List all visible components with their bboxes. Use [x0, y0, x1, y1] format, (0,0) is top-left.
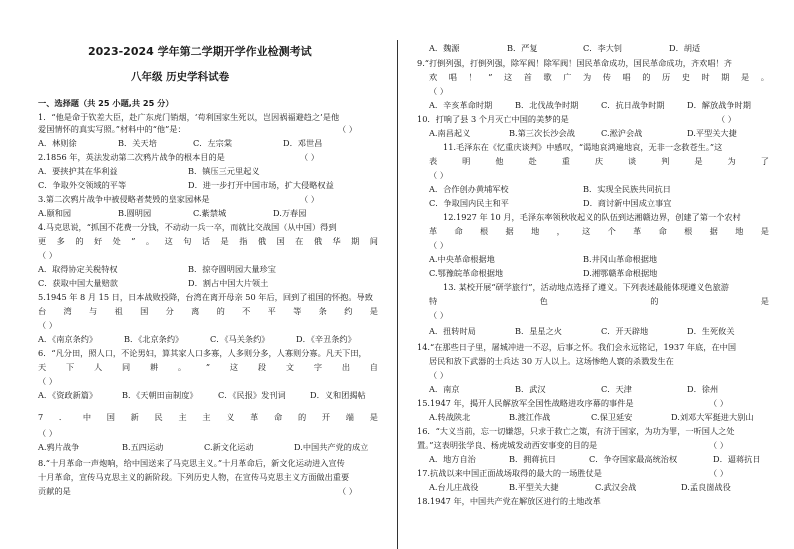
question-7-line-1: 7 ． 中 国 新 民 主 主 义 革 命 的 开 端 是	[38, 412, 378, 422]
option: B．掠夺圆明园大量珍宝	[188, 264, 276, 274]
option: C．获取中国大量赔款	[38, 278, 118, 288]
option: D．逼蒋抗日	[713, 454, 761, 464]
question-3-options	[38, 208, 306, 219]
option: D．割占中国大片领土	[188, 278, 269, 288]
answer-blank: （ ）	[38, 376, 57, 386]
option: B.第三次长沙会战	[509, 128, 575, 138]
answer-blank: （ ）	[338, 124, 357, 134]
right-column	[397, 0, 794, 549]
option: D．邓世昌	[283, 138, 323, 148]
option: B．《北京条约》	[124, 334, 184, 344]
answer-blank: （ ）	[429, 86, 448, 96]
option: C.保卫延安	[591, 412, 633, 422]
option: A．《资政新篇》	[38, 390, 98, 400]
option: D.万春园	[273, 208, 307, 218]
answer-blank: （ ）	[38, 428, 57, 438]
question-14-line-1: 14.“在那些日子里，屠城冲进一不忍，后事之怀。我们会永远铭记，1937 年底，在中国	[417, 342, 737, 352]
answer-blank: （ ）	[429, 370, 448, 380]
question-16-line-1: 16．“大义当前，忘一切嫌怨，只求于救亡之策，有济于国家，为功为罪，一听国人之处	[417, 426, 735, 436]
question-12-line-2: 革 命 根 据 地 ， 这 个 革 命 根 据 地 是	[429, 226, 769, 236]
option: D.湘鄂赣革命根据地	[583, 268, 658, 278]
answer-blank: （ ）	[300, 152, 319, 162]
answer-blank: （ ）	[709, 440, 728, 450]
question-14-options	[429, 384, 718, 395]
question-3-line-1: 3.第二次鸦片战争中被侵略者焚毁的皇家园林是	[38, 194, 210, 204]
option: C．李大钊	[583, 43, 623, 53]
option: C.鄂豫皖革命根据地	[429, 268, 504, 278]
answer-blank: （ ）	[429, 240, 448, 250]
option: D．徐州	[687, 384, 719, 394]
question-4-line-1: 4.马克思说，“抓国不花费一分钱，不动动一兵一卒，而就比交战国（从中国）得到	[38, 222, 337, 232]
question-18-line-1: 18.1947 年，中国共产党在解放区进行的土地改革	[417, 496, 601, 506]
option: B．北伐战争时期	[515, 100, 579, 110]
option: C．抗日战争时期	[601, 100, 665, 110]
exam-title: 2023-2024 学年第二学期开学作业检测考试	[88, 45, 312, 58]
option: A．魏源	[429, 43, 460, 53]
option: A．辛亥革命时期	[429, 100, 493, 110]
option: B．拥蒋抗日	[509, 454, 556, 464]
question-9-line-1: 9.“打倒列强，打倒列强，除军阀！除军阀！国民革命成功，国民革命成功，齐欢唱！齐	[417, 58, 732, 68]
question-10-options	[429, 128, 737, 139]
question-10-line-1: 10．打响了县 3 个月灭亡中国的美梦的是	[417, 114, 569, 124]
answer-blank: （ ）	[717, 114, 736, 124]
option: D．商讨新中国成立事宜	[583, 198, 672, 208]
option: D.刘邓大军挺进大别山	[671, 412, 754, 422]
question-1-options	[38, 138, 322, 149]
option: C.淞沪会战	[601, 128, 643, 138]
option: B．《天朝田亩制度》	[122, 390, 198, 400]
answer-blank: （ ）	[338, 486, 357, 496]
question-9-options	[429, 100, 751, 111]
option: C.新文化运动	[204, 442, 254, 452]
option: C．天津	[601, 384, 632, 394]
option: D.孟良崮战役	[681, 482, 731, 492]
question-13-options	[429, 326, 735, 337]
question-1-line-2: 爱国情怀的真实写照。”材料中的“他”是：	[38, 124, 186, 134]
option: C．《民报》发刊词	[218, 390, 286, 400]
option: C．《马关条约》	[210, 334, 270, 344]
question-7-options	[38, 442, 368, 453]
option: A.中央革命根据地	[429, 254, 495, 264]
option: D.平型关大捷	[687, 128, 737, 138]
question-6-line-1: 6．“凡分田，照人口，不论男妇，算其家人口多寡，人多则分多，人寡则分寡。凡天下田，	[38, 348, 367, 358]
option: A.南昌起义	[429, 128, 471, 138]
option: D．生死攸关	[687, 326, 735, 336]
question-8-line-2: 十月革命，宣传马克思主义的新阶段。下列历史人物，在宣传马克思主义方面做出重要	[38, 472, 350, 482]
question-17-options	[429, 482, 731, 493]
option: A．《南京条约》	[38, 334, 98, 344]
option: A．南京	[429, 384, 460, 394]
option: B.五四运动	[122, 442, 164, 452]
option: B.渡江作战	[509, 412, 551, 422]
answer-blank: （ ）	[38, 250, 57, 260]
question-16-line-2: 置。”这表明张学良、杨虎城发动西安事变的目的是	[417, 440, 598, 450]
option: D.中国共产党的成立	[294, 442, 369, 452]
option: A.转战陕北	[429, 412, 471, 422]
option: B.圆明园	[118, 208, 152, 218]
option: B．关天培	[118, 138, 157, 148]
question-11-line-1: 11.毛泽东在《忆重庆谈判》中感叹，“谒地哀鸿遍地哀，无非一念救苍生。”这	[443, 142, 723, 152]
option: A．合作创办黄埔军校	[429, 184, 509, 194]
answer-blank: （ ）	[709, 468, 728, 478]
option: B．星星之火	[515, 326, 562, 336]
option: A.台儿庄战役	[429, 482, 479, 492]
question-14-line-2: 居民和放下武器的士兵达 30 万人以上。这场惨绝人寰的杀戮发生在	[429, 356, 674, 366]
question-5-line-2: 台 湾 与 祖 国 分 离 的 不 平 等 条 约 是	[38, 306, 378, 316]
option: A.鸦片战争	[38, 442, 80, 452]
option: A．要挟护其在华利益	[38, 166, 118, 176]
question-5-options	[38, 334, 356, 345]
question-15-line-1: 15.1947 年，揭开人民解放军全国性战略进攻序幕的事件是	[417, 398, 634, 408]
question-5-line-1: 5.1945 年 8 月 15 日，日本战败投降，台湾在离开母亲 50 年后，回到了祖国的怀抱。导致	[38, 292, 373, 302]
answer-blank: （ ）	[709, 398, 728, 408]
question-4-line-2: 更 多 的 好 处 ” 。 这 句 话 是 指 俄 国 在 俄 华 期 间	[38, 236, 378, 246]
answer-blank: （ ）	[429, 310, 448, 320]
question-12-line-1: 12.1927 年 10 月，毛泽东率领秋收起义的队伍到达湘赣边界，创建了第一个农村	[443, 212, 741, 222]
question-13-line-1: 13. 某校开展“研学旅行”，活动地点选择了遵义。下列表述最能体现遵义色旅游	[443, 282, 729, 292]
option: B.平型关大捷	[509, 482, 559, 492]
option: A．扭转时局	[429, 326, 476, 336]
section-heading: 一、选择题（共 25 小题,共 25 分）	[38, 98, 174, 108]
option: C．左宗棠	[193, 138, 233, 148]
option: B.井冈山革命根据地	[583, 254, 658, 264]
exam-subtitle: 八年级 历史学科试卷	[131, 71, 230, 83]
question-9-line-2: 欢 唱 ！ ” 这 首 歌 广 为 传 唱 的 历 史 时 期 是 。	[429, 72, 769, 82]
question-6-line-2: 天 下 人 同 耕 。 ” 这 段 文 字 出 自	[38, 362, 378, 372]
option: C.武汉会战	[595, 482, 637, 492]
question-16-options	[429, 454, 761, 465]
option: D．胡适	[669, 43, 701, 53]
question-8-options	[429, 43, 700, 54]
option: A.颐和园	[38, 208, 72, 218]
option: A．林则徐	[38, 138, 77, 148]
option: B．镇压三元里起义	[188, 166, 260, 176]
option: D．解放战争时期	[687, 100, 751, 110]
question-13-line-2: 特 色 的 是	[429, 296, 769, 306]
question-17-line-1: 17.抗战以来中国正面战场取得的最大的一场胜仗是	[417, 468, 602, 478]
option: B．实现全民族共同抗日	[583, 184, 671, 194]
option: C．争夺国家最高统治权	[589, 454, 678, 464]
answer-blank: （ ）	[300, 194, 319, 204]
option: D．义和团揭帖	[310, 390, 366, 400]
option: C．争取国内民主和平	[429, 198, 509, 208]
question-15-options	[429, 412, 754, 423]
option: B．严复	[507, 43, 538, 53]
answer-blank: （ ）	[429, 170, 448, 180]
option: D．《辛丑条约》	[296, 334, 356, 344]
option: D．进一步打开中国市场，扩大侵略权益	[188, 180, 334, 190]
option: C．争取外交领域的平等	[38, 180, 127, 190]
question-8-line-1: 8.“十月革命一声炮响，给中国送来了马克思主义。”十月革命后，新文化运动进入宣传	[38, 458, 345, 468]
question-1-line-1: 1．“他是命于钦差大臣，赴广东虎门销烟，‘苟利国家生死以，岂因祸福避趋之’是他	[38, 112, 340, 122]
option: A．地方自治	[429, 454, 476, 464]
question-6-options	[38, 390, 366, 401]
question-11-line-2: 表 明 他 赴 重 庆 谈 判 是 为 了	[429, 156, 769, 166]
question-8-line-3: 贡献的是	[38, 486, 71, 496]
option: C.紫禁城	[193, 208, 227, 218]
option: A．取得协定关税特权	[38, 264, 118, 274]
option: B．武汉	[515, 384, 546, 394]
answer-blank: （ ）	[38, 320, 57, 330]
option: C．开天辟地	[601, 326, 649, 336]
question-2-line-1: 2.1856 年，英法发动第二次鸦片战争的根本目的是	[38, 152, 225, 162]
